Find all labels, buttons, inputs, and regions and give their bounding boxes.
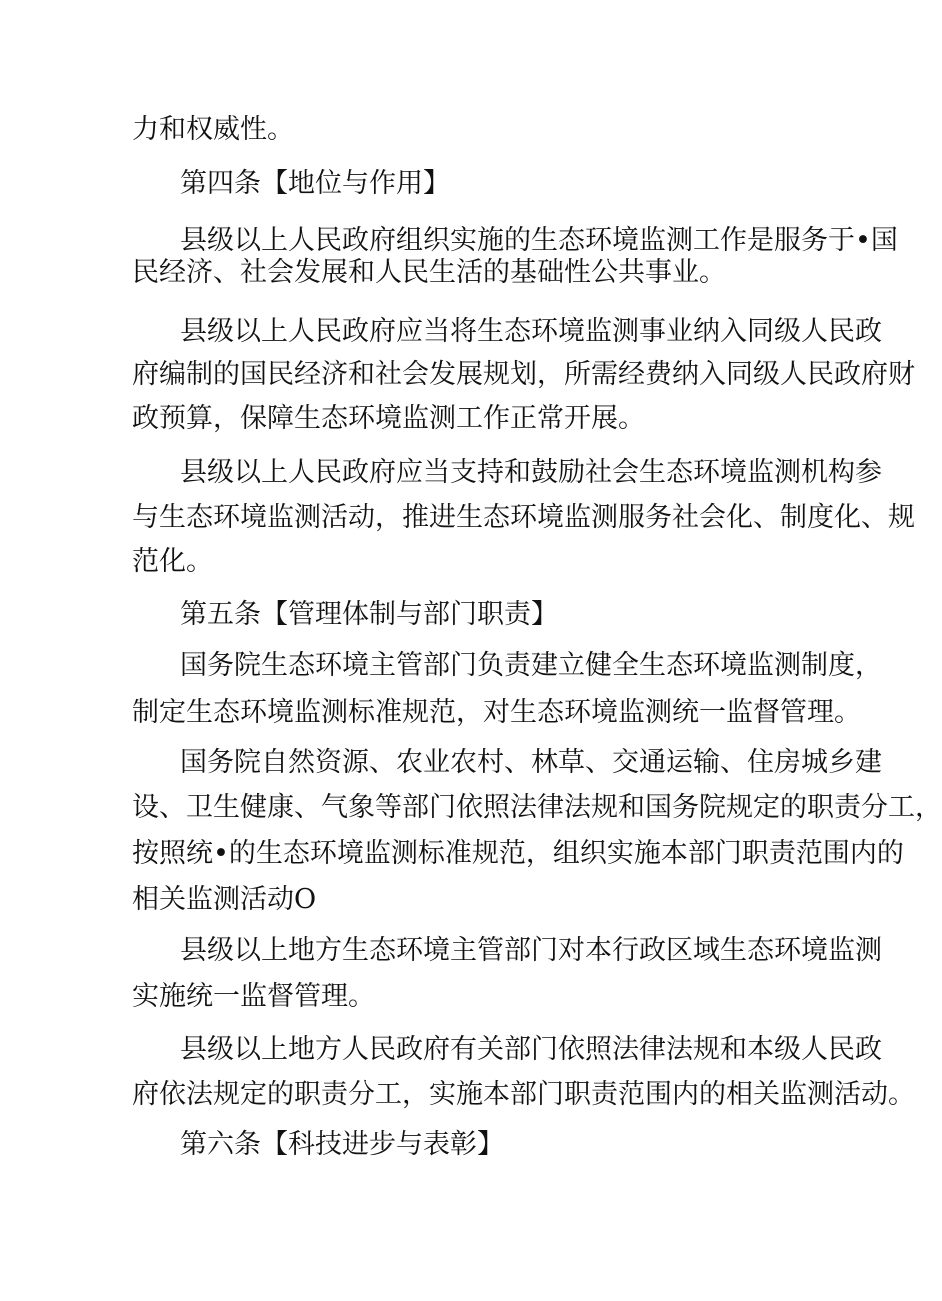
text-line: 县级以上人民政府应当支持和鼓励社会生态环境监测机构参 (180, 457, 882, 488)
text-line: 按照统•的生态环境监测标准规范，组织实施本部门职责范围内的 (132, 838, 904, 869)
text-line: 相关监测活动O (132, 884, 317, 915)
text-line: 实施统一监督管理。 (132, 981, 375, 1012)
text-line: 民经济、社会发展和人民生活的基础性公共事业。 (132, 257, 726, 288)
text-line: 县级以上地方生态环境主管部门对本行政区域生态环境监测 (180, 935, 882, 966)
article-5-heading: 第五条【管理体制与部门职责】 (180, 599, 558, 630)
text-line: 县级以上地方人民政府有关部门依照法律法规和本级人民政 (180, 1034, 882, 1065)
text-line: 范化。 (132, 546, 213, 577)
text-line: 国务院生态环境主管部门负责建立健全生态环境监测制度， (180, 650, 882, 681)
article-6-heading: 第六条【科技进步与表彰】 (180, 1129, 504, 1160)
text-line: 县级以上人民政府应当将生态环境监测事业纳入同级人民政 (180, 316, 882, 347)
text-line-continuation: 力和权威性。 (132, 114, 294, 145)
text-line: 县级以上人民政府组织实施的生态环境监测工作是服务于•国 (180, 225, 898, 256)
text-line: 国务院自然资源、农业农村、林草、交通运输、住房城乡建 (180, 747, 882, 778)
text-line: 府编制的国民经济和社会发展规划，所需经费纳入同级人民政府财 (132, 359, 915, 390)
article-4-heading: 第四条【地位与作用】 (180, 168, 450, 199)
text-line: 制定生态环境监测标准规范，对生态环境监测统一监督管理。 (132, 697, 861, 728)
text-line: 政预算，保障生态环境监测工作正常开展。 (132, 403, 645, 434)
text-line: 与生态环境监测活动，推进生态环境监测服务社会化、制度化、规 (132, 502, 915, 533)
text-line: 府依法规定的职责分工，实施本部门职责范围内的相关监测活动。 (132, 1079, 915, 1110)
text-line: 设、卫生健康、气象等部门依照法律法规和国务院规定的职责分工， (132, 792, 942, 823)
